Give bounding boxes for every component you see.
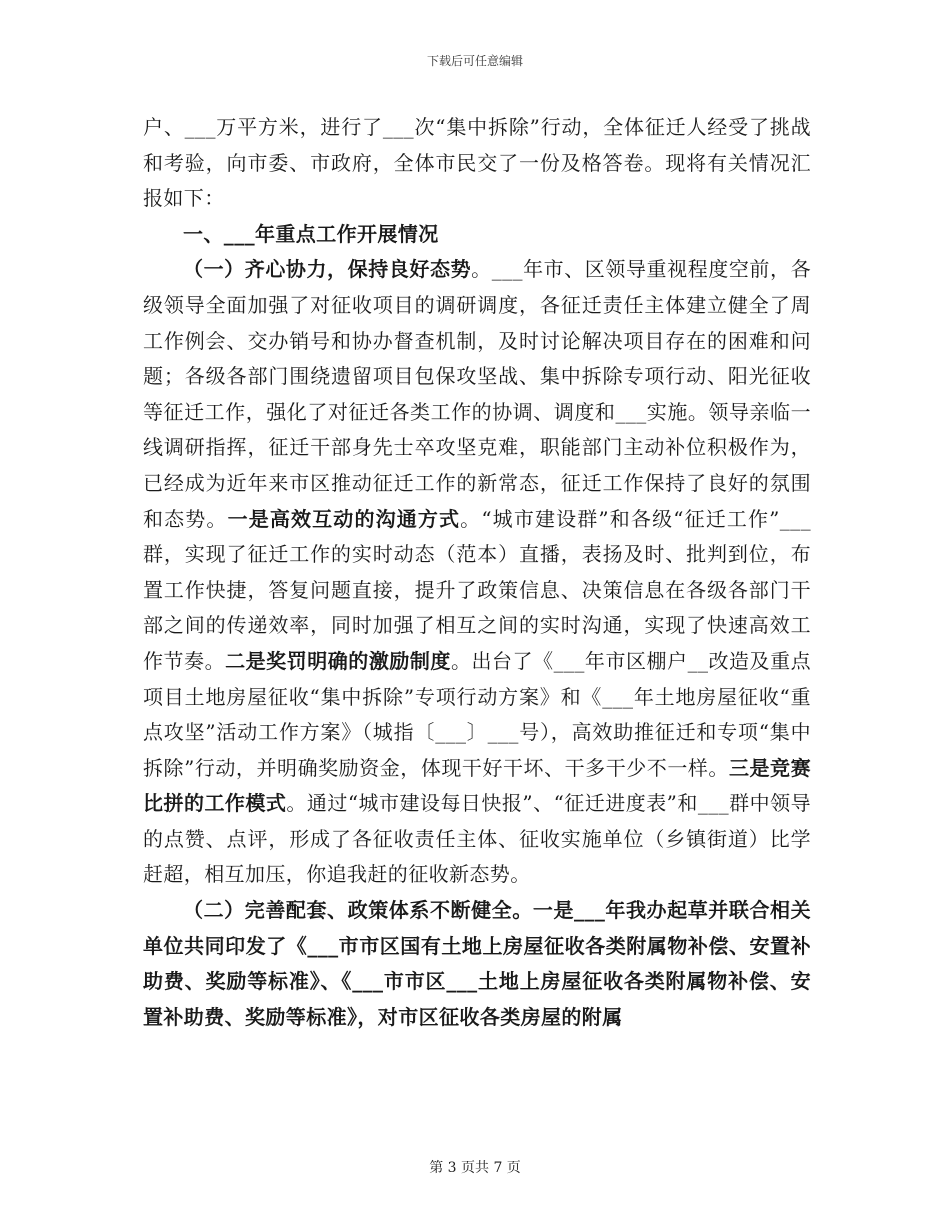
page-header: 下载后可任意编辑 <box>426 54 523 68</box>
document-body <box>143 110 811 1035</box>
page-footer: 第 3 页共 7 页 <box>429 1160 521 1176</box>
point-title-3: 三是竞赛比拼的工作模式 <box>143 755 811 816</box>
paragraph-text: 。 <box>512 898 533 923</box>
point-title-1: 一是高效互动的沟通方式 <box>227 506 461 531</box>
paragraph-section-1 <box>143 252 811 893</box>
paragraph-text: 。___年市、区领导重视程度空前，各级领导全面加强了对征收项目的调研调度，各征迁责任主体建立健全了周工作例会、交办销号和协办督查机制，及时讨论解决项目存在的困难和问题；各级各部门围绕遗留项目包保攻坚战、集中拆除专项行动、阳光征收等征迁工作，强化了对征迁各类工作的协调、调度和___实施。领导亲临一线调研指挥，征迁干部身先士卒攻坚克难，职能部门主动补位积极作为，已经成为近年来市区推动征迁工作的新常态，征迁工作保持了良好的氛围和态势。 <box>143 257 811 531</box>
paragraph-intro: 户、___万平方米，进行了___次“集中拆除”行动，全体征迁人经受了挑战和考验，向市委、市政府，全体市民交了一份及格答卷。现将有关情况汇报如下： <box>143 115 811 211</box>
subsection-title-1: （一）齐心协力，保持良好态势 <box>183 257 472 282</box>
subsection-title-2: （二）完善配套、政策体系不断健全 <box>183 898 513 923</box>
paragraph-text: 。“城市建设群”和各级“征迁工作”___群，实现了征迁工作的实时动态（范本）直播，表扬及时、批判到位，布置工作快捷，答复问题直接，提升了政策信息、决策信息在各级各部门干部之间的传递效率，同时加强了相互之间的实时沟通，实现了快速高效工作节奏。 <box>143 506 811 673</box>
point-title-2: 二是奖罚明确的激励制度 <box>225 648 451 673</box>
paragraph-text: 。出台了《___年市区棚户__改造及重点项目土地房屋征收“集中拆除”专项行动方案》和《___年土地房屋征收“重点攻坚”活动工作方案》（城指〔___〕___号），高效助推征迁和专项“集中拆除”行动，并明确奖励资金，体现干好干坏、干多干少不一样。 <box>143 648 812 780</box>
section-heading: 一、___年重点工作开展情况 <box>183 221 439 246</box>
paragraph-text: 一是___年我办起草并联合相关单位共同印发了《___市市区国有土地上房屋征收各类附属物补偿、安置补助费、奖励等标准》、《___市市区___土地上房屋征收各类附属物补偿、安置补助费、奖励等标准》，对市区征收各类房屋的附属 <box>143 898 812 1029</box>
paragraph-text: 。通过“城市建设每日快报”、“征迁进度表”和___群中领导的点赞、点评，形成了各征收责任主体、征收实施单位（乡镇街道）比学赶超，相互加压，你追我赶的征收新态势。 <box>143 791 811 887</box>
paragraph-section-2 <box>143 893 811 1035</box>
